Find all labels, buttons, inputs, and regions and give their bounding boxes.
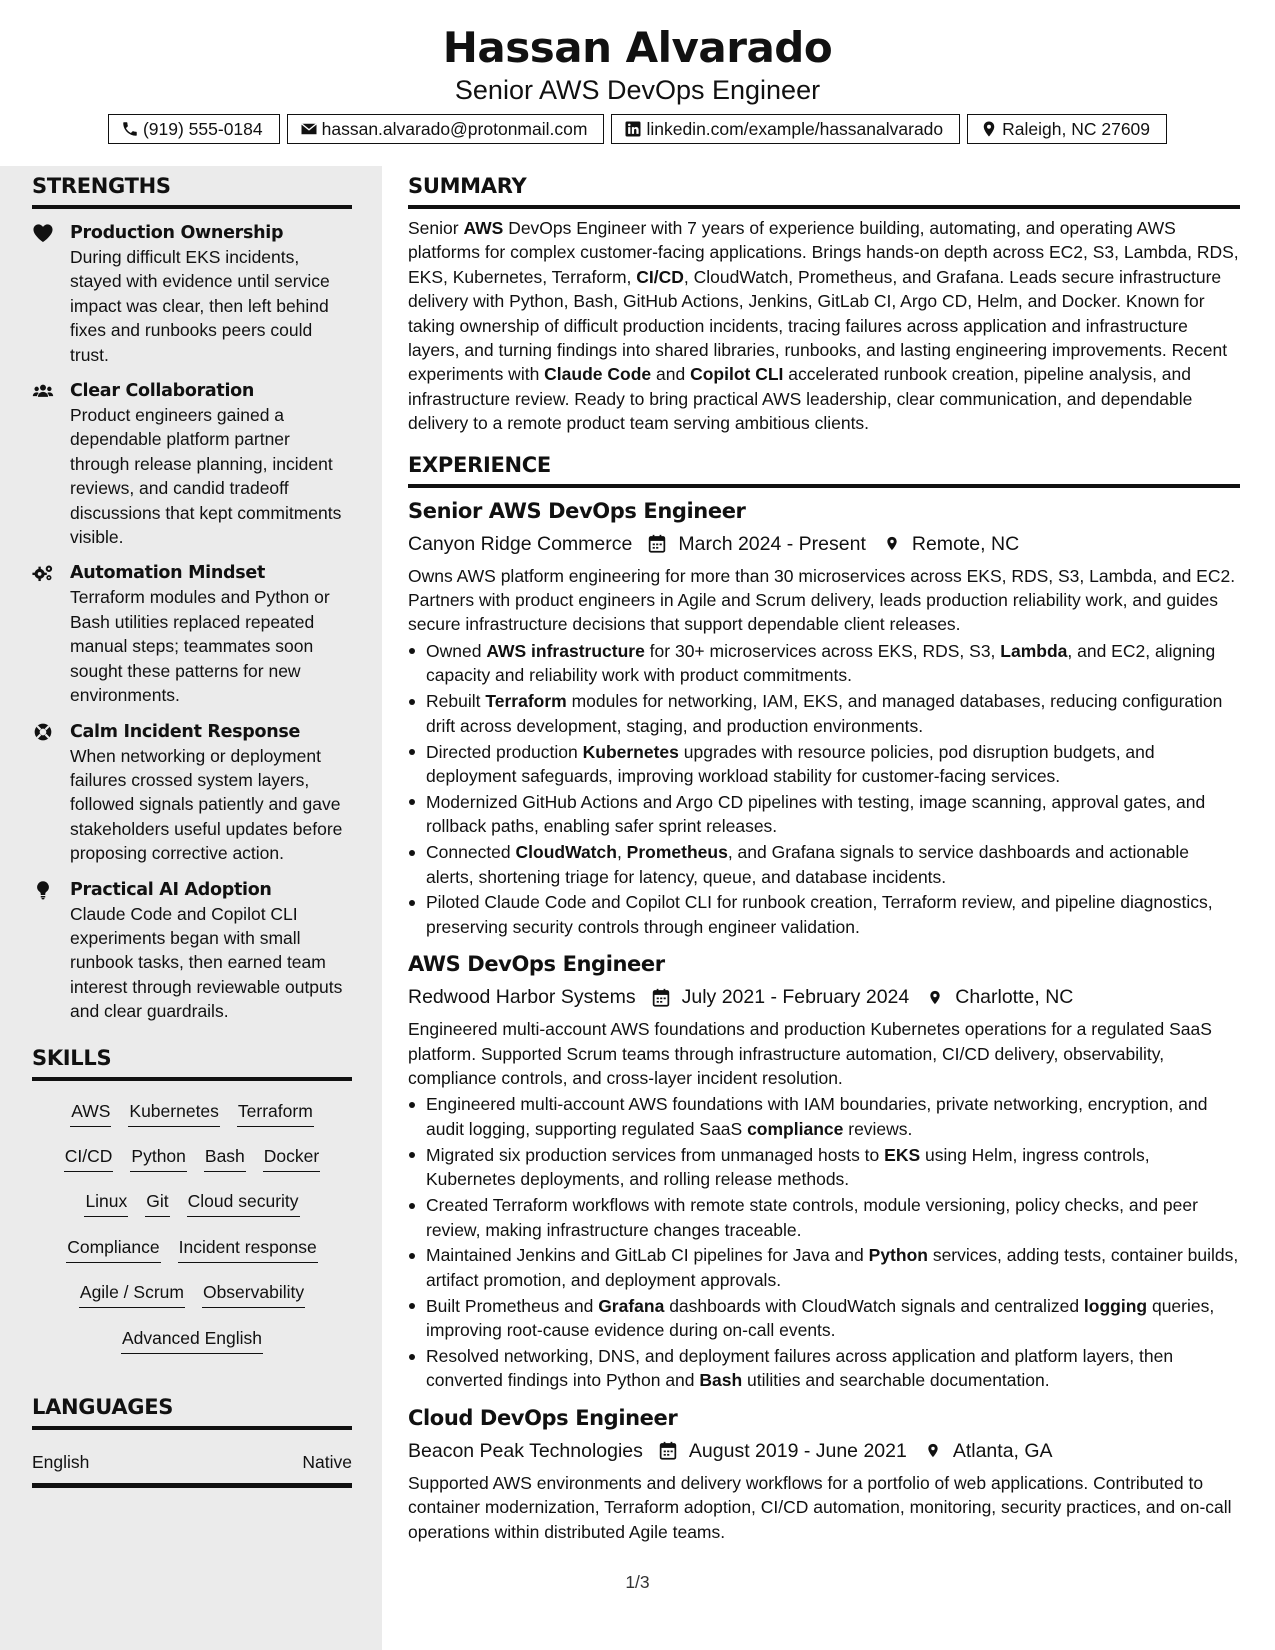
- section-divider: [32, 205, 352, 209]
- strength-item: [32, 878, 352, 1024]
- skill-tag: Cloud security: [187, 1189, 300, 1217]
- job-title: AWS DevOps Engineer: [408, 952, 665, 977]
- skill-row: [32, 1326, 352, 1371]
- skills-list: [32, 1099, 352, 1371]
- email-text: hassan.alvarado@protonmail.com: [321, 118, 588, 139]
- skill-tag: Incident response: [178, 1235, 318, 1263]
- life-ring-icon: [32, 722, 54, 742]
- job-entry: [408, 1404, 1240, 1544]
- skill-tag: Docker: [263, 1144, 320, 1172]
- achievement-item: Directed production Kubernetes upgrades with resource policies, pod disruption budgets, and deployment safeguards, improving workload stability for customer-facing services.: [408, 740, 1240, 789]
- achievement-item: Piloted Claude Code and Copilot CLI for runbook creation, Terraform review, and pipeline diagnostics, preserving security controls through engineer validation.: [408, 890, 1240, 939]
- sidebar: [32, 166, 352, 1488]
- job-location: Remote, NC: [911, 532, 1020, 555]
- main-column: [408, 166, 1240, 1544]
- gears-icon: [32, 563, 54, 583]
- strength-title: Practical AI Adoption: [70, 879, 272, 900]
- strength-title: Clear Collaboration: [70, 381, 255, 402]
- job-dates: August 2019 - June 2021: [688, 1439, 907, 1462]
- job-location: Charlotte, NC: [955, 986, 1074, 1009]
- job-entry: [408, 497, 1240, 940]
- achievement-item: Owned AWS infrastructure for 30+ microservices across EKS, RDS, S3, Lambda, and EC2, aligning capacity and reliability work with product commitments.: [408, 639, 1240, 688]
- calendar-icon: [652, 988, 670, 1007]
- job-company: Redwood Harbor Systems: [408, 986, 636, 1009]
- experience-section: [408, 453, 1240, 1544]
- language-name: English: [32, 1451, 90, 1472]
- language-proficiency-bar: [32, 1483, 352, 1488]
- job-achievements: [408, 639, 1240, 939]
- job-company: Canyon Ridge Commerce: [408, 532, 633, 555]
- strengths-heading: STRENGTHS: [32, 174, 171, 198]
- linkedin-icon: [624, 120, 642, 138]
- job-summary: Supported AWS environments and delivery workflows for a portfolio of web applications. Contributed to container modernization, Terraform adoption, CI/CD automation, monitoring, security practices, and on-call operations within distributed Agile teams.: [408, 1472, 1232, 1542]
- section-divider: [408, 484, 1240, 488]
- skill-tag: Bash: [204, 1144, 246, 1172]
- achievement-item: Maintained Jenkins and GitLab CI pipelines for Java and Python services, adding tests, container builds, artifact promotion, and deployment approvals.: [408, 1243, 1240, 1292]
- experience-heading: EXPERIENCE: [408, 452, 551, 477]
- contact-email[interactable]: [287, 114, 605, 144]
- job-achievements: [408, 1092, 1240, 1392]
- job-title: Senior AWS DevOps Engineer: [408, 498, 746, 523]
- skill-row: [32, 1144, 352, 1189]
- achievement-item: Rebuilt Terraform modules for networking, IAM, EKS, and managed databases, reducing configuration drift across development, staging, and production environments.: [408, 689, 1240, 738]
- skills-section: [32, 1046, 352, 1371]
- map-pin-icon: [884, 534, 900, 553]
- skill-tag: Advanced English: [121, 1326, 263, 1354]
- strength-description: Product engineers gained a dependable platform partner through release planning, incident reviews, and candid tradeoff discussions that kept commitments visible.: [70, 405, 342, 548]
- language-level: Native: [302, 1451, 352, 1472]
- people-group-icon: [32, 381, 54, 401]
- strength-item: [32, 561, 352, 707]
- skill-tag: Python: [130, 1144, 186, 1172]
- map-pin-icon: [927, 988, 943, 1007]
- skill-row: [32, 1280, 352, 1325]
- summary-section: [408, 166, 1240, 436]
- summary-heading: SUMMARY: [408, 174, 527, 198]
- job-summary: Owns AWS platform engineering for more than 30 microservices across EKS, RDS, S3, Lambda, and EC2. Partners with product engineers in Agile and Scrum delivery, leads production reliability work, and guides secure infrastructure decisions that support dependable client releases.: [408, 565, 1236, 635]
- achievement-item: Engineered multi-account AWS foundations with IAM boundaries, private networking, encryption, and audit logging, supporting regulated SaaS compliance reviews.: [408, 1092, 1240, 1141]
- skill-tag: Compliance: [66, 1235, 160, 1263]
- languages-heading: LANGUAGES: [32, 1394, 174, 1419]
- achievement-item: Modernized GitHub Actions and Argo CD pipelines with testing, image scanning, approval gates, and rollback paths, enabling safer sprint releases.: [408, 790, 1240, 839]
- section-divider: [408, 205, 1240, 209]
- achievement-item: Connected CloudWatch, Prometheus, and Grafana signals to service dashboards and actionable alerts, shortening triage for latency, queue, and database incidents.: [408, 840, 1240, 889]
- phone-icon: [121, 120, 139, 138]
- strengths-section: [32, 166, 352, 1024]
- strength-item: [32, 720, 352, 866]
- job-dates: March 2024 - Present: [678, 532, 866, 555]
- achievement-item: Created Terraform workflows with remote state controls, module versioning, policy checks, and peer review, making infrastructure changes traceable.: [408, 1193, 1240, 1242]
- skill-row: [32, 1099, 352, 1144]
- job-location: Atlanta, GA: [952, 1439, 1053, 1462]
- phone-text: (919) 555-0184: [142, 118, 263, 139]
- strength-item: [32, 379, 352, 549]
- achievement-item: Resolved networking, DNS, and deployment failures across application and platform layers, then converted findings into Python and Bash utilities and searchable documentation.: [408, 1344, 1240, 1393]
- calendar-icon: [648, 534, 666, 553]
- skill-tag: Agile / Scrum: [79, 1280, 185, 1308]
- job-title: Cloud DevOps Engineer: [408, 1405, 678, 1430]
- skill-tag: Terraform: [237, 1099, 314, 1127]
- language-item: [32, 1452, 352, 1473]
- candidate-headline: Senior AWS DevOps Engineer: [454, 75, 821, 105]
- skill-tag: Git: [145, 1189, 169, 1217]
- map-pin-icon: [980, 120, 998, 138]
- skill-tag: AWS: [70, 1099, 111, 1127]
- strength-description: Claude Code and Copilot CLI experiments began with small runbook tasks, then earned team interest through reviewable outputs and clear guardrails.: [70, 903, 343, 1022]
- languages-section: [32, 1395, 352, 1488]
- heart-icon: [32, 223, 54, 243]
- strength-title: Production Ownership: [70, 223, 284, 243]
- resume-header: [0, 0, 1275, 144]
- strength-item: [32, 221, 352, 367]
- page-number: 1/3: [625, 1572, 650, 1592]
- job-meta: [408, 1438, 1240, 1464]
- skill-tag: Linux: [84, 1189, 128, 1217]
- achievement-item: Built Prometheus and Grafana dashboards with CloudWatch signals and centralized logging queries, improving root-cause evidence during on-call events.: [408, 1294, 1240, 1343]
- achievement-item: Migrated six production services from unmanaged hosts to EKS using Helm, ingress controls, Kubernetes deployments, and rolling release methods.: [408, 1143, 1240, 1192]
- strength-description: Terraform modules and Python or Bash utilities replaced repeated manual steps; teammates soon sought these patterns for new environments.: [70, 587, 330, 706]
- summary-text: Senior AWS DevOps Engineer with 7 years of experience building, automating, and operating AWS platforms for complex customer-facing applications. Brings hands-on depth across EC2, S3, Lambda, RDS, EKS, Kubernetes, Terraform, CI/CD, CloudWatch, Prometheus, and Grafana. Leads secure infrastructure delivery with Python, Bash, GitHub Actions, Jenkins, GitLab CI, Argo CD, Helm, and Docker. Known for taking ownership of difficult production incidents, tracing failures across application and infrastructure layers, and turning findings into shared libraries, runbooks, and lasting engineering improvements. Recent experiments with Claude Code and Copilot CLI accelerated runbook creation, pipeline analysis, and infrastructure review. Ready to bring practical AWS leadership, clear communication, and dependable delivery to a remote product team serving ambitious clients.: [408, 218, 1239, 434]
- skills-heading: SKILLS: [32, 1045, 112, 1070]
- job-dates: July 2021 - February 2024: [681, 986, 910, 1009]
- envelope-icon: [300, 120, 318, 138]
- strength-description: When networking or deployment failures crossed system layers, followed signals patiently and gave stakeholders useful updates before proposing corrective action.: [70, 745, 343, 864]
- contact-bar: [0, 114, 1275, 144]
- location-text: Raleigh, NC 27609: [1002, 118, 1151, 139]
- linkedin-text: linkedin.com/example/hassanalvarado: [646, 118, 944, 139]
- map-pin-icon: [925, 1441, 941, 1460]
- contact-linkedin[interactable]: [611, 114, 960, 144]
- lightbulb-icon: [32, 880, 54, 900]
- job-summary: Engineered multi-account AWS foundations and production Kubernetes operations for a regulated SaaS platform. Supported Scrum teams through infrastructure automation, CI/CD delivery, observability, compliance controls, and cross-layer incident resolution.: [408, 1019, 1212, 1089]
- strength-description: During difficult EKS incidents, stayed with evidence until service impact was clear, then left behind fixes and runbooks peers could trust.: [70, 247, 330, 365]
- job-entry: [408, 950, 1240, 1393]
- section-divider: [32, 1077, 352, 1081]
- section-divider: [32, 1426, 352, 1430]
- contact-location: [967, 114, 1167, 144]
- skill-tag: CI/CD: [64, 1144, 114, 1172]
- skill-row: [32, 1235, 352, 1280]
- calendar-icon: [659, 1441, 677, 1460]
- job-meta: [408, 984, 1240, 1010]
- job-meta: [408, 531, 1240, 557]
- contact-phone: [108, 114, 280, 144]
- skill-tag: Observability: [202, 1280, 305, 1308]
- strength-title: Automation Mindset: [70, 563, 266, 584]
- skill-row: [32, 1189, 352, 1234]
- skill-tag: Kubernetes: [128, 1099, 220, 1127]
- job-company: Beacon Peak Technologies: [408, 1439, 643, 1462]
- candidate-name: Hassan Alvarado: [442, 23, 833, 72]
- strength-title: Calm Incident Response: [70, 721, 301, 742]
